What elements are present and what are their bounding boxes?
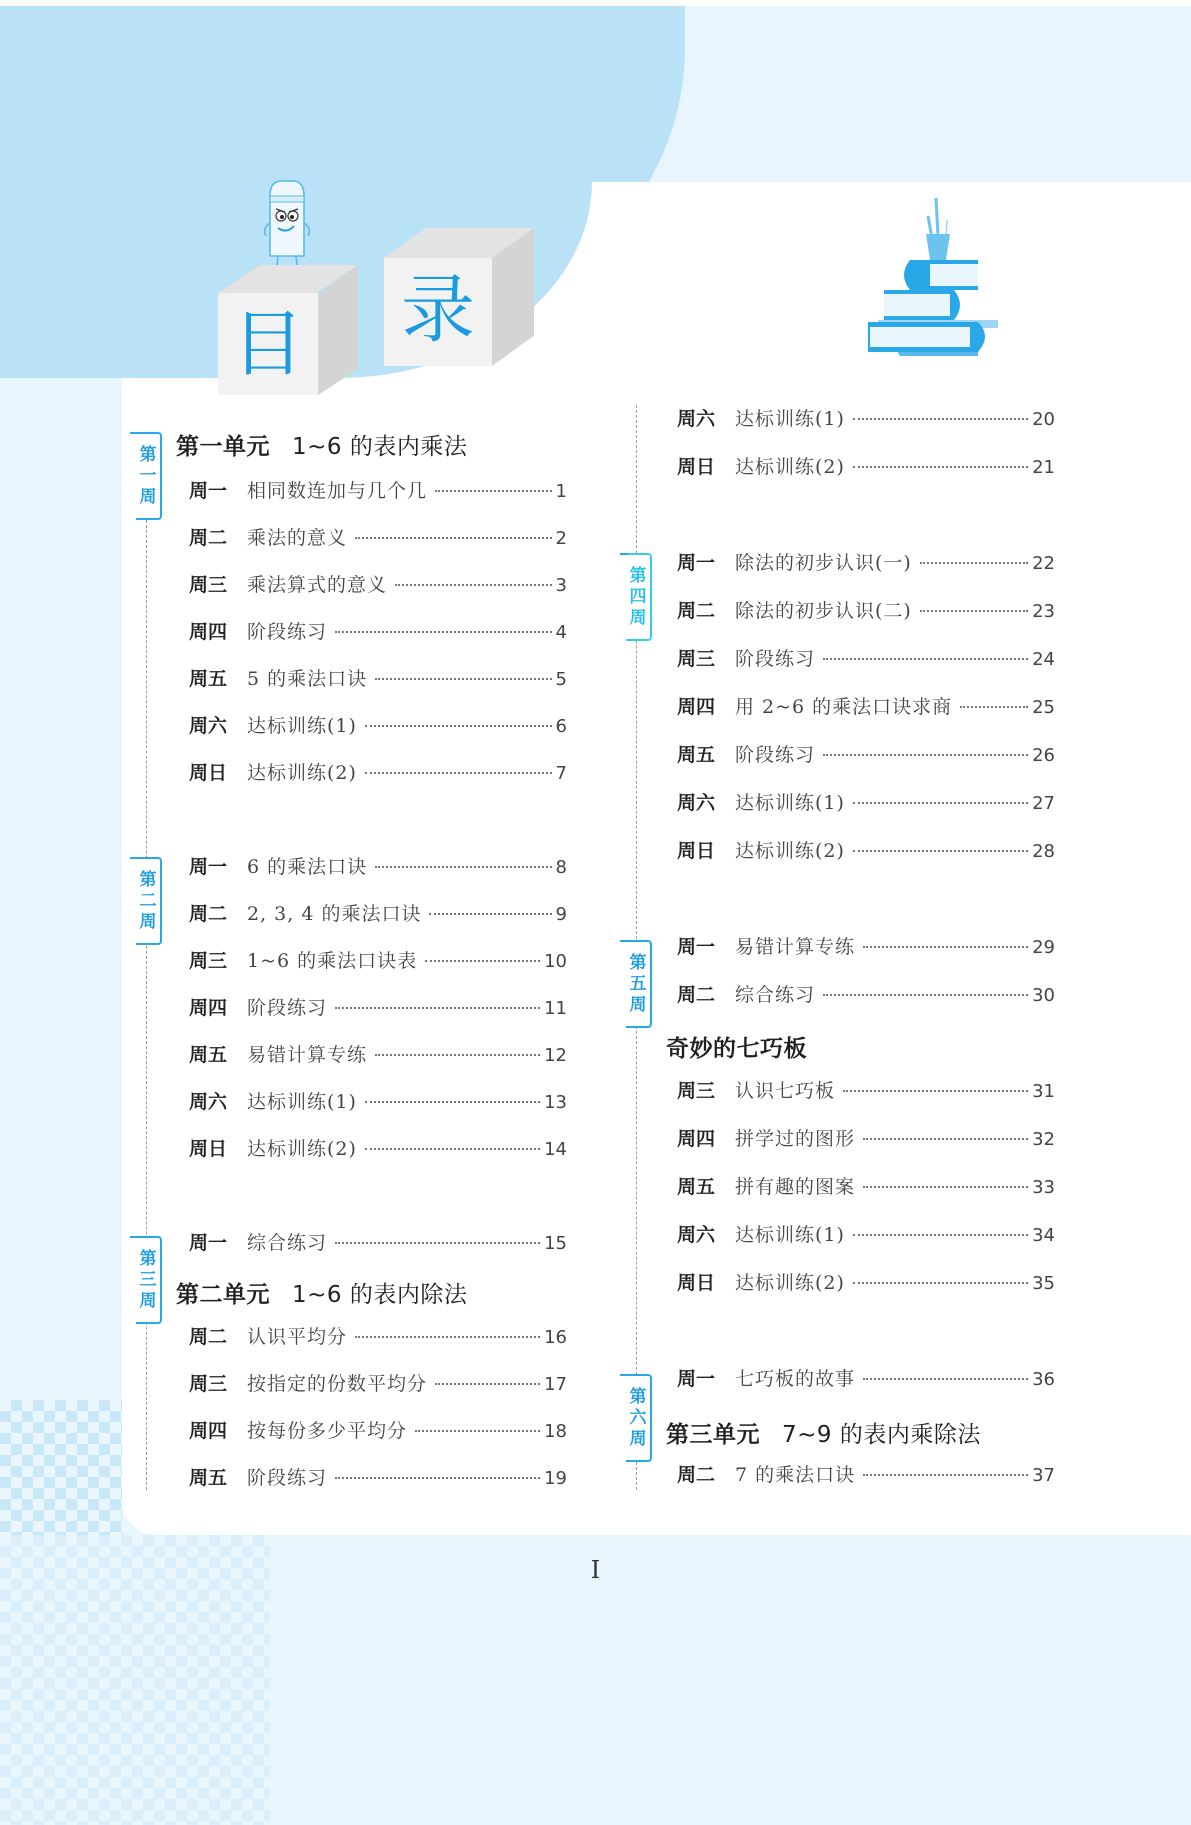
toc-entry[interactable] bbox=[189, 1134, 567, 1162]
week-badge-6: 第 六 周 bbox=[626, 1374, 652, 1462]
toc-day: 周五 bbox=[189, 1467, 228, 1489]
toc-entry[interactable] bbox=[677, 596, 1055, 624]
toc-entry[interactable] bbox=[189, 1322, 567, 1350]
toc-day: 周四 bbox=[189, 997, 228, 1019]
toc-entry[interactable] bbox=[677, 644, 1055, 672]
toc-entry[interactable] bbox=[677, 1172, 1055, 1200]
toc-entry[interactable] bbox=[677, 1124, 1055, 1152]
toc-title: 达标训练(2) bbox=[247, 1138, 357, 1160]
toc-title: 除法的初步认识(二) bbox=[735, 600, 912, 622]
toc-title: 阶段练习 bbox=[735, 744, 816, 766]
toc-day: 周六 bbox=[189, 715, 228, 737]
toc-title: 达标训练(1) bbox=[735, 408, 845, 430]
toc-page-number: 23 bbox=[1032, 601, 1055, 622]
toc-day: 周四 bbox=[189, 1420, 228, 1442]
toc-day: 周三 bbox=[189, 574, 228, 596]
unit-heading-2: 第二单元 1~6 的表内除法 bbox=[176, 1282, 468, 1308]
toc-day: 周三 bbox=[677, 648, 716, 670]
toc-day: 周一 bbox=[677, 1368, 716, 1390]
toc-page-number: 9 bbox=[555, 904, 567, 925]
toc-entry[interactable] bbox=[189, 523, 567, 551]
toc-leader-dots bbox=[425, 960, 540, 962]
toc-leader-dots bbox=[355, 537, 552, 539]
toc-title: 认识七巧板 bbox=[735, 1080, 836, 1102]
title-cube-1 bbox=[218, 265, 358, 395]
toc-leader-dots bbox=[960, 706, 1028, 708]
toc-entry[interactable] bbox=[189, 476, 567, 504]
toc-leader-dots bbox=[853, 850, 1028, 852]
toc-day: 周六 bbox=[677, 408, 716, 430]
toc-day: 周二 bbox=[189, 527, 228, 549]
toc-title: 达标训练(1) bbox=[247, 1091, 357, 1113]
toc-leader-dots bbox=[335, 1477, 540, 1479]
toc-day: 周三 bbox=[677, 1080, 716, 1102]
decorative-triangle-pattern-left bbox=[0, 1400, 122, 1535]
toc-page-number: 19 bbox=[544, 1468, 567, 1489]
toc-day: 周一 bbox=[189, 856, 228, 878]
toc-day: 周一 bbox=[189, 480, 228, 502]
toc-entry[interactable] bbox=[189, 1369, 567, 1397]
toc-leader-dots bbox=[429, 913, 551, 915]
toc-page-number: 25 bbox=[1032, 697, 1055, 718]
toc-page-number: 2 bbox=[555, 528, 567, 549]
toc-entry[interactable] bbox=[677, 836, 1055, 864]
toc-entry[interactable] bbox=[189, 993, 567, 1021]
page-number: I bbox=[590, 1556, 601, 1584]
toc-page-number: 27 bbox=[1032, 793, 1055, 814]
toc-entry[interactable] bbox=[677, 1460, 1055, 1488]
toc-title: 阶段练习 bbox=[247, 1467, 328, 1489]
toc-entry[interactable] bbox=[677, 788, 1055, 816]
toc-day: 周四 bbox=[677, 696, 716, 718]
toc-entry[interactable] bbox=[189, 1416, 567, 1444]
toc-page-number: 5 bbox=[555, 669, 567, 690]
toc-title: 用 2~6 的乘法口诀求商 bbox=[735, 696, 953, 718]
toc-title: 拼有趣的图案 bbox=[735, 1176, 856, 1198]
toc-entry[interactable] bbox=[189, 1228, 567, 1256]
toc-entry[interactable] bbox=[189, 617, 567, 645]
toc-leader-dots bbox=[920, 610, 1028, 612]
toc-title: 综合练习 bbox=[247, 1232, 328, 1254]
week-badge-4: 第 四 周 bbox=[626, 553, 652, 641]
toc-title: 易错计算专练 bbox=[735, 936, 856, 958]
toc-title: 相同数连加与几个几 bbox=[247, 480, 428, 502]
toc-title: 阶段练习 bbox=[247, 997, 328, 1019]
toc-page-number: 16 bbox=[544, 1327, 567, 1348]
toc-leader-dots bbox=[375, 866, 551, 868]
toc-page-number: 18 bbox=[544, 1421, 567, 1442]
title-char-lu: 录 bbox=[401, 267, 475, 353]
toc-entry[interactable] bbox=[189, 1463, 567, 1491]
toc-day: 周三 bbox=[189, 1373, 228, 1395]
toc-leader-dots bbox=[365, 772, 552, 774]
toc-entry[interactable] bbox=[677, 1076, 1055, 1104]
toc-title: 按每份多少平均分 bbox=[247, 1420, 408, 1442]
toc-entry[interactable] bbox=[677, 404, 1055, 432]
toc-leader-dots bbox=[853, 802, 1028, 804]
toc-title: 达标训练(2) bbox=[735, 840, 845, 862]
toc-page-number: 14 bbox=[544, 1139, 567, 1160]
toc-entry[interactable] bbox=[189, 899, 567, 927]
toc-title: 乘法的意义 bbox=[247, 527, 348, 549]
toc-entry[interactable] bbox=[677, 452, 1055, 480]
toc-entry[interactable] bbox=[189, 1087, 567, 1115]
toc-page-number: 13 bbox=[544, 1092, 567, 1113]
toc-title: 1~6 的乘法口诀表 bbox=[247, 950, 418, 972]
toc-page-number: 34 bbox=[1032, 1225, 1055, 1246]
toc-day: 周二 bbox=[677, 984, 716, 1006]
week-badge-1: 第 一 周 bbox=[136, 432, 162, 520]
toc-leader-dots bbox=[853, 466, 1028, 468]
title-cube-2 bbox=[384, 228, 534, 366]
toc-title: 2, 3, 4 的乘法口诀 bbox=[247, 903, 422, 925]
toc-day: 周二 bbox=[677, 1464, 716, 1486]
toc-title: 阶段练习 bbox=[735, 648, 816, 670]
toc-day: 周日 bbox=[189, 1138, 228, 1160]
toc-entry[interactable] bbox=[189, 570, 567, 598]
toc-page-number: 26 bbox=[1032, 745, 1055, 766]
toc-page-number: 8 bbox=[555, 857, 567, 878]
toc-day: 周二 bbox=[189, 1326, 228, 1348]
left-timeline bbox=[146, 520, 147, 1490]
toc-leader-dots bbox=[823, 658, 1028, 660]
toc-leader-dots bbox=[853, 1282, 1028, 1284]
toc-day: 周五 bbox=[677, 1176, 716, 1198]
toc-leader-dots bbox=[335, 631, 552, 633]
toc-title: 综合练习 bbox=[735, 984, 816, 1006]
toc-page-number: 12 bbox=[544, 1045, 567, 1066]
toc-page-number: 24 bbox=[1032, 649, 1055, 670]
toc-leader-dots bbox=[365, 725, 552, 727]
title-char-mu: 目 bbox=[231, 302, 304, 386]
toc-leader-dots bbox=[355, 1336, 540, 1338]
toc-title: 6 的乘法口诀 bbox=[247, 856, 368, 878]
toc-title: 达标训练(2) bbox=[247, 762, 357, 784]
toc-leader-dots bbox=[365, 1148, 540, 1150]
toc-page-number: 11 bbox=[544, 998, 567, 1019]
toc-entry[interactable] bbox=[677, 1268, 1055, 1296]
toc-title: 5 的乘法口诀 bbox=[247, 668, 368, 690]
toc-title: 达标训练(2) bbox=[735, 456, 845, 478]
toc-leader-dots bbox=[823, 754, 1028, 756]
toc-day: 周五 bbox=[189, 1044, 228, 1066]
toc-entry[interactable] bbox=[677, 692, 1055, 720]
toc-title: 达标训练(1) bbox=[735, 1224, 845, 1246]
toc-page-number: 10 bbox=[544, 951, 567, 972]
toc-page-number: 35 bbox=[1032, 1273, 1055, 1294]
toc-leader-dots bbox=[843, 1090, 1028, 1092]
unit-heading-3: 第三单元 7~9 的表内乘除法 bbox=[666, 1422, 981, 1448]
toc-page-number: 1 bbox=[555, 481, 567, 502]
toc-page-number: 37 bbox=[1032, 1465, 1055, 1486]
toc-title: 除法的初步认识(一) bbox=[735, 552, 912, 574]
toc-day: 周四 bbox=[189, 621, 228, 643]
toc-day: 周一 bbox=[677, 936, 716, 958]
toc-leader-dots bbox=[853, 1234, 1028, 1236]
toc-leader-dots bbox=[335, 1007, 540, 1009]
toc-title: 达标训练(1) bbox=[247, 715, 357, 737]
toc-entry[interactable] bbox=[677, 932, 1055, 960]
toc-entry[interactable] bbox=[677, 548, 1055, 576]
toc-entry[interactable] bbox=[189, 1040, 567, 1068]
toc-leader-dots bbox=[375, 1054, 540, 1056]
toc-entry[interactable] bbox=[677, 740, 1055, 768]
toc-page-number: 3 bbox=[555, 575, 567, 596]
toc-day: 周一 bbox=[677, 552, 716, 574]
week-badge-2: 第 二 周 bbox=[136, 857, 162, 945]
toc-leader-dots bbox=[863, 1138, 1028, 1140]
toc-leader-dots bbox=[863, 1186, 1028, 1188]
toc-leader-dots bbox=[920, 562, 1028, 564]
toc-title: 易错计算专练 bbox=[247, 1044, 368, 1066]
toc-entry[interactable] bbox=[189, 758, 567, 786]
toc-title: 达标训练(1) bbox=[735, 792, 845, 814]
toc-leader-dots bbox=[395, 584, 552, 586]
toc-page-number: 20 bbox=[1032, 409, 1055, 430]
toc-day: 周六 bbox=[677, 792, 716, 814]
toc-leader-dots bbox=[335, 1242, 540, 1244]
toc-title: 达标训练(2) bbox=[735, 1272, 845, 1294]
toc-title: 阶段练习 bbox=[247, 621, 328, 643]
toc-entry[interactable] bbox=[677, 1364, 1055, 1392]
toc-leader-dots bbox=[863, 946, 1028, 948]
toc-entry[interactable] bbox=[189, 664, 567, 692]
toc-title: 拼学过的图形 bbox=[735, 1128, 856, 1150]
toc-page-number: 30 bbox=[1032, 985, 1055, 1006]
toc-day: 周六 bbox=[677, 1224, 716, 1246]
toc-entry[interactable] bbox=[189, 946, 567, 974]
toc-leader-dots bbox=[375, 678, 551, 680]
unit-heading-1: 第一单元 1~6 的表内乘法 bbox=[176, 434, 468, 460]
toc-leader-dots bbox=[415, 1430, 540, 1432]
toc-day: 周日 bbox=[677, 1272, 716, 1294]
toc-title: 7 的乘法口诀 bbox=[735, 1464, 856, 1486]
toc-page-number: 7 bbox=[555, 763, 567, 784]
toc-title: 乘法算式的意义 bbox=[247, 574, 388, 596]
toc-page-number: 36 bbox=[1032, 1369, 1055, 1390]
toc-page-number: 28 bbox=[1032, 841, 1055, 862]
toc-page-number: 4 bbox=[555, 622, 567, 643]
toc-leader-dots bbox=[823, 994, 1028, 996]
toc-page-number: 17 bbox=[544, 1374, 567, 1395]
week-badge-3: 第 三 周 bbox=[136, 1236, 162, 1324]
toc-entry[interactable] bbox=[189, 852, 567, 880]
week-badge-5: 第 五 周 bbox=[626, 940, 652, 1028]
toc-day: 周日 bbox=[189, 762, 228, 784]
toc-day: 周五 bbox=[189, 668, 228, 690]
toc-day: 周五 bbox=[677, 744, 716, 766]
toc-day: 周日 bbox=[677, 456, 716, 478]
toc-page-number: 22 bbox=[1032, 553, 1055, 574]
toc-page-number: 15 bbox=[544, 1233, 567, 1254]
toc-day: 周日 bbox=[677, 840, 716, 862]
toc-day: 周一 bbox=[189, 1232, 228, 1254]
toc-page-number: 31 bbox=[1032, 1081, 1055, 1102]
toc-day: 周四 bbox=[677, 1128, 716, 1150]
section-heading-tangram: 奇妙的七巧板 bbox=[666, 1036, 807, 1062]
toc-title: 按指定的份数平均分 bbox=[247, 1373, 428, 1395]
toc-leader-dots bbox=[863, 1378, 1028, 1380]
toc-entry[interactable] bbox=[677, 980, 1055, 1008]
toc-leader-dots bbox=[365, 1101, 540, 1103]
toc-day: 周二 bbox=[189, 903, 228, 925]
toc-day: 周六 bbox=[189, 1091, 228, 1113]
toc-leader-dots bbox=[863, 1474, 1028, 1476]
toc-page-number: 33 bbox=[1032, 1177, 1055, 1198]
toc-leader-dots bbox=[853, 418, 1028, 420]
toc-entry[interactable] bbox=[677, 1220, 1055, 1248]
toc-page-number: 6 bbox=[555, 716, 567, 737]
toc-page-number: 21 bbox=[1032, 457, 1055, 478]
toc-title: 七巧板的故事 bbox=[735, 1368, 856, 1390]
toc-leader-dots bbox=[435, 1383, 540, 1385]
toc-title: 认识平均分 bbox=[247, 1326, 348, 1348]
toc-entry[interactable] bbox=[189, 711, 567, 739]
toc-page-number: 29 bbox=[1032, 937, 1055, 958]
book-stack-bottom-icon bbox=[868, 318, 1018, 358]
toc-page-number: 32 bbox=[1032, 1129, 1055, 1150]
toc-day: 周三 bbox=[189, 950, 228, 972]
toc-leader-dots bbox=[435, 490, 552, 492]
toc-day: 周二 bbox=[677, 600, 716, 622]
